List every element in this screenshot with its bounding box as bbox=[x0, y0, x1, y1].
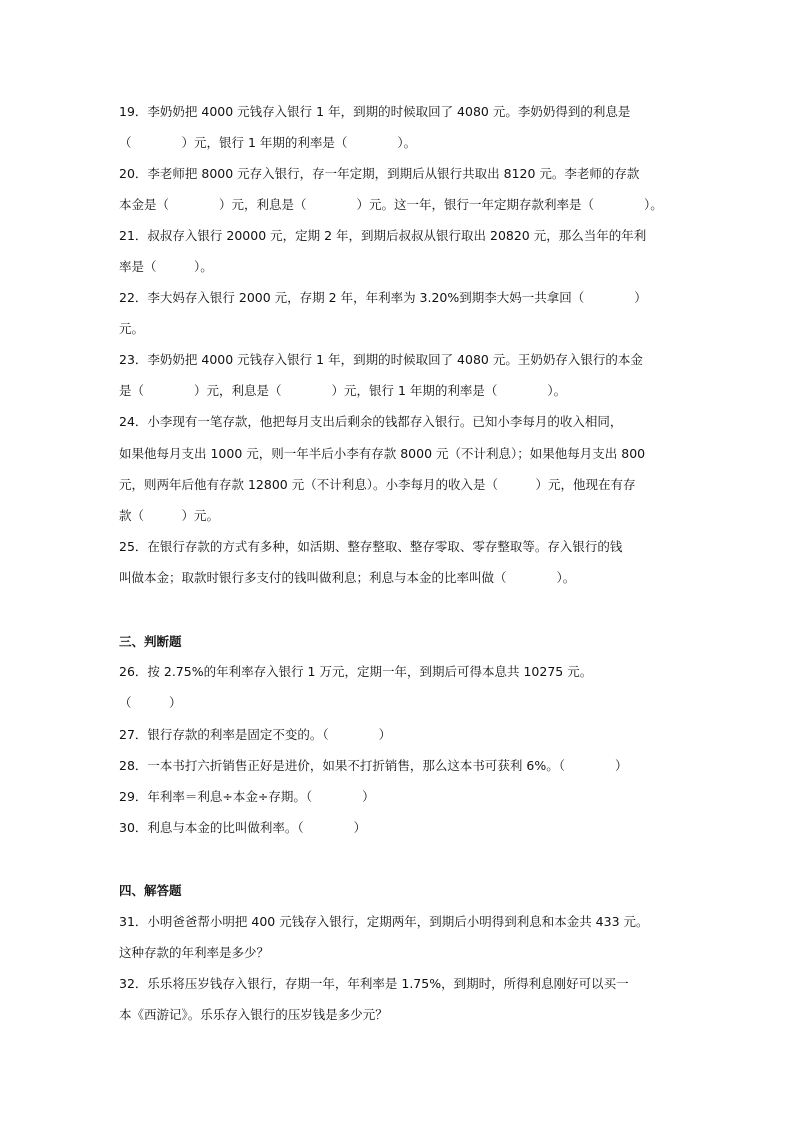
question-31-line-2: 这种存款的年利率是多少？ bbox=[119, 945, 270, 960]
question-20-line-2: 本金是（ ）元，利息是（ ）元。这一年，银行一年定期存款利率是（ ）。 bbox=[119, 197, 663, 212]
question-23-line-1: 23．李奶奶把 4000 元钱存入银行 1 年，到期的时候取回了 4080 元。王奶奶存入银行的本金 bbox=[119, 352, 643, 367]
question-22-line-1: 22．李大妈存入银行 2000 元，存期 2 年，年利率为 3.20%到期李大妈一共拿回（ ） bbox=[119, 290, 647, 305]
question-21-line-2: 率是（ ）。 bbox=[119, 259, 213, 274]
question-29: 29．年利率＝利息÷本金÷存期。（ ） bbox=[119, 789, 375, 804]
question-25-line-2: 叫做本金；取款时银行多支付的钱叫做利息；利息与本金的比率叫做（ ）。 bbox=[119, 570, 576, 585]
question-32-line-1: 32．乐乐将压岁钱存入银行，存期一年，年利率是 1.75%，到期时，所得利息刚好可以买一 bbox=[119, 976, 629, 991]
question-24-line-3: 元，则两年后他有存款 12800 元（不计利息）。小李每月的收入是（ ）元，他现在有存 bbox=[119, 477, 636, 492]
question-19-line-2: （ ）元，银行 1 年期的利率是（ ）。 bbox=[119, 135, 417, 150]
question-20-line-1: 20．李老师把 8000 元存入银行，存一年定期，到期后从银行共取出 8120 元。李老师的存款 bbox=[119, 166, 640, 181]
question-19-line-1: 19．李奶奶把 4000 元钱存入银行 1 年，到期的时候取回了 4080 元。李奶奶得到的利息是 bbox=[119, 104, 631, 119]
question-26-line-2: （ ） bbox=[119, 695, 182, 710]
question-24-line-2: 如果他每月支出 1000 元，则一年半后小李有存款 8000 元（不计利息）；如果他每月支出 800 bbox=[119, 446, 646, 461]
question-24-line-4: 款（ ）元。 bbox=[119, 508, 220, 523]
question-22-line-2: 元。 bbox=[119, 321, 145, 336]
question-28: 28．一本书打六折销售正好是进价，如果不打折销售，那么这本书可获利 6%。（ ） bbox=[119, 758, 628, 773]
question-26-line-1: 26．按 2.75%的年利率存入银行 1 万元，定期一年，到期后可得本息共 10275 元。 bbox=[119, 664, 593, 679]
question-25-line-1: 25．在银行存款的方式有多种，如活期、整存整取、整存零取、零存整取等。存入银行的钱 bbox=[119, 539, 623, 554]
question-32-line-2: 本《西游记》。乐乐存入银行的压岁钱是多少元？ bbox=[119, 1007, 388, 1022]
question-27: 27．银行存款的利率是固定不变的。（ ） bbox=[119, 727, 392, 742]
question-24-line-1: 24．小李现有一笔存款，他把每月支出后剩余的钱都存入银行。已知小李每月的收入相同， bbox=[119, 414, 623, 429]
question-31-line-1: 31．小明爸爸帮小明把 400 元钱存入银行，定期两年，到期后小明得到利息和本金共 433 元。 bbox=[119, 914, 649, 929]
section-heading-solve: 四、解答题 bbox=[119, 883, 182, 898]
question-30: 30．利息与本金的比叫做利率。（ ） bbox=[119, 820, 367, 835]
question-23-line-2: 是（ ）元，利息是（ ）元，银行 1 年期的利率是（ ）。 bbox=[119, 383, 567, 398]
question-21-line-1: 21．叔叔存入银行 20000 元，定期 2 年，到期后叔叔从银行取出 20820 元，那么当年的年利 bbox=[119, 228, 647, 243]
section-heading-judgement: 三、判断题 bbox=[119, 634, 182, 649]
